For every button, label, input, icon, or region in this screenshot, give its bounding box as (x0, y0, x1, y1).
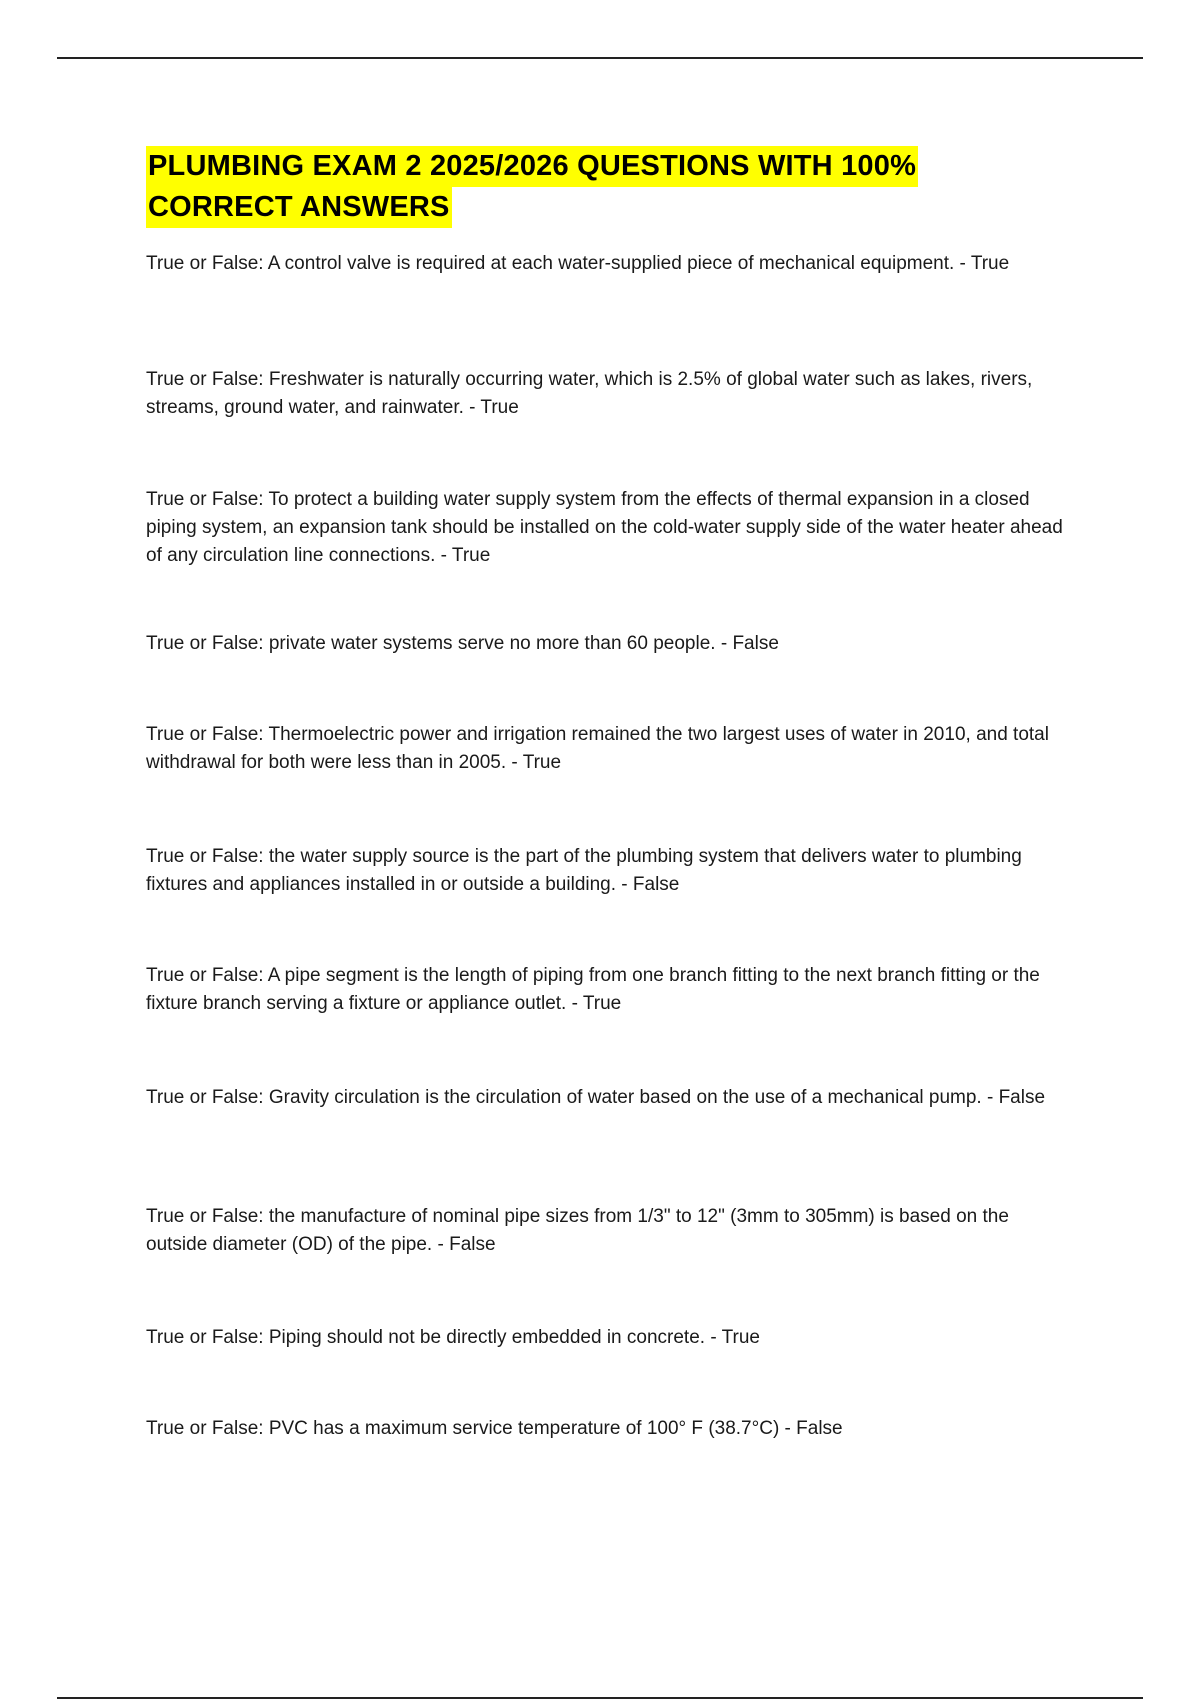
qa-item: True or False: PVC has a maximum service temperature of 100° F (38.7°C) - False (146, 1418, 843, 1439)
qa-item: True or False: private water systems serve no more than 60 people. - False (146, 633, 779, 654)
document-body (146, 146, 1066, 1439)
title-line-2: CORRECT ANSWERS (146, 187, 452, 228)
title-line-1: PLUMBING EXAM 2 2025/2026 QUESTIONS WITH 100% (146, 146, 918, 187)
qa-item: True or False: A control valve is required at each water-supplied piece of mechanical equipment. - True (146, 253, 1010, 274)
qa-item: True or False: Freshwater is naturally occurring water, which is 2.5% of global water such as lakes, rivers, streams, ground water, and rainwater. - True (146, 369, 1033, 418)
qa-item: True or False: the manufacture of nominal pipe sizes from 1/3" to 12" (3mm to 305mm) is based on the outside diameter (OD) of the pipe. - False (146, 1206, 1009, 1255)
qa-item: True or False: Gravity circulation is the circulation of water based on the use of a mechanical pump. - False (146, 1087, 1046, 1108)
qa-item: True or False: the water supply source is the part of the plumbing system that delivers water to plumbing fixtures and appliances installed in or outside a building. - False (146, 846, 1022, 895)
qa-item: True or False: A pipe segment is the length of piping from one branch fitting to the next branch fitting or the fixture branch serving a fixture or appliance outlet. - True (146, 965, 1040, 1014)
page-top-rule (57, 57, 1143, 59)
qa-item: True or False: To protect a building water supply system from the effects of thermal expansion in a closed piping system, an expansion tank should be installed on the cold-water supply side of the water heater ahead of any circulation line connections. - True (146, 489, 1063, 566)
document-title (146, 146, 1066, 228)
page-bottom-rule (57, 1697, 1143, 1699)
qa-item: True or False: Piping should not be directly embedded in concrete. - True (146, 1327, 760, 1348)
qa-item: True or False: Thermoelectric power and irrigation remained the two largest uses of water in 2010, and total withdrawal for both were less than in 2005. - True (146, 724, 1049, 773)
